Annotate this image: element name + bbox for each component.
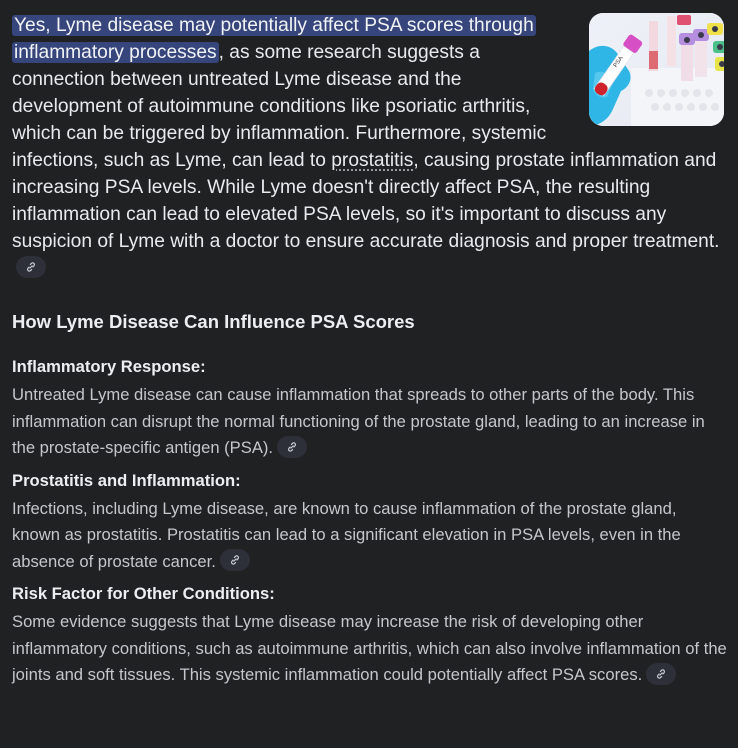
psa-test-thumbnail[interactable] <box>589 13 724 126</box>
section-text: Untreated Lyme disease can cause inflammation that spreads to other parts of the body. This inflammation can disrupt the normal functioning of the prostate gland, leading to an increase in the prostate-specific antigen (PSA). <box>12 385 705 457</box>
section-text: Infections, including Lyme disease, are known to cause inflammation of the prostate gland, known as prostatitis. Prostatitis can lead to a significant elevation in PSA levels, even in the absence of prostate cancer. <box>12 498 681 571</box>
link-icon <box>286 441 298 453</box>
section-heading: How Lyme Disease Can Influence PSA Scores <box>12 311 415 332</box>
source-link-button[interactable] <box>646 663 676 685</box>
link-icon <box>655 668 667 680</box>
source-link-button[interactable] <box>277 436 307 458</box>
svg-text:PSA: PSA <box>612 55 625 69</box>
section-title: Risk Factor for Other Conditions: <box>12 584 275 603</box>
source-link-button[interactable] <box>16 256 46 278</box>
section-body <box>12 496 728 576</box>
intro-text-2: , causing prostate inflammation and increasing PSA levels. While Lyme doesn't directly affect PSA, the resulting inflammation can lead to elevated PSA levels, so it's important to discuss any suspicion of Lyme with a doctor to ensure accurate diagnosis and proper treatment. <box>12 150 720 252</box>
section-title: Prostatitis and Inflammation: <box>12 470 241 490</box>
section-body <box>12 609 728 689</box>
section-risk-factor <box>12 583 728 689</box>
section-prostatitis-and-inflammation <box>12 470 728 576</box>
ai-answer <box>12 12 728 695</box>
term-prostatitis[interactable]: prostatitis <box>331 150 414 171</box>
psa-test-image <box>589 13 724 126</box>
section-title: Inflammatory Response: <box>12 357 206 376</box>
section-text: Some evidence suggests that Lyme disease may increase the risk of developing other inflammatory conditions, such as autoimmune arthritis, which can also involve inflammation of the joints and soft tissues. This systemic inflammation could potentially affect PSA scores. <box>12 612 727 684</box>
intro-text-1: , as some research suggests a connection between untreated Lyme disease and the development of autoimmune conditions like psoriatic arthritis, which can be triggered by inflammation. Furthermore, systemic infections, such as Lyme, can lead to <box>12 42 547 171</box>
link-icon <box>229 554 241 566</box>
section-inflammatory-response <box>12 356 728 462</box>
link-icon <box>25 261 37 273</box>
section-body <box>12 382 728 462</box>
source-link-button[interactable] <box>220 549 250 571</box>
highlighted-answer: Yes, Lyme disease may potentially affect PSA scores through inflammatory processes <box>14 15 534 63</box>
